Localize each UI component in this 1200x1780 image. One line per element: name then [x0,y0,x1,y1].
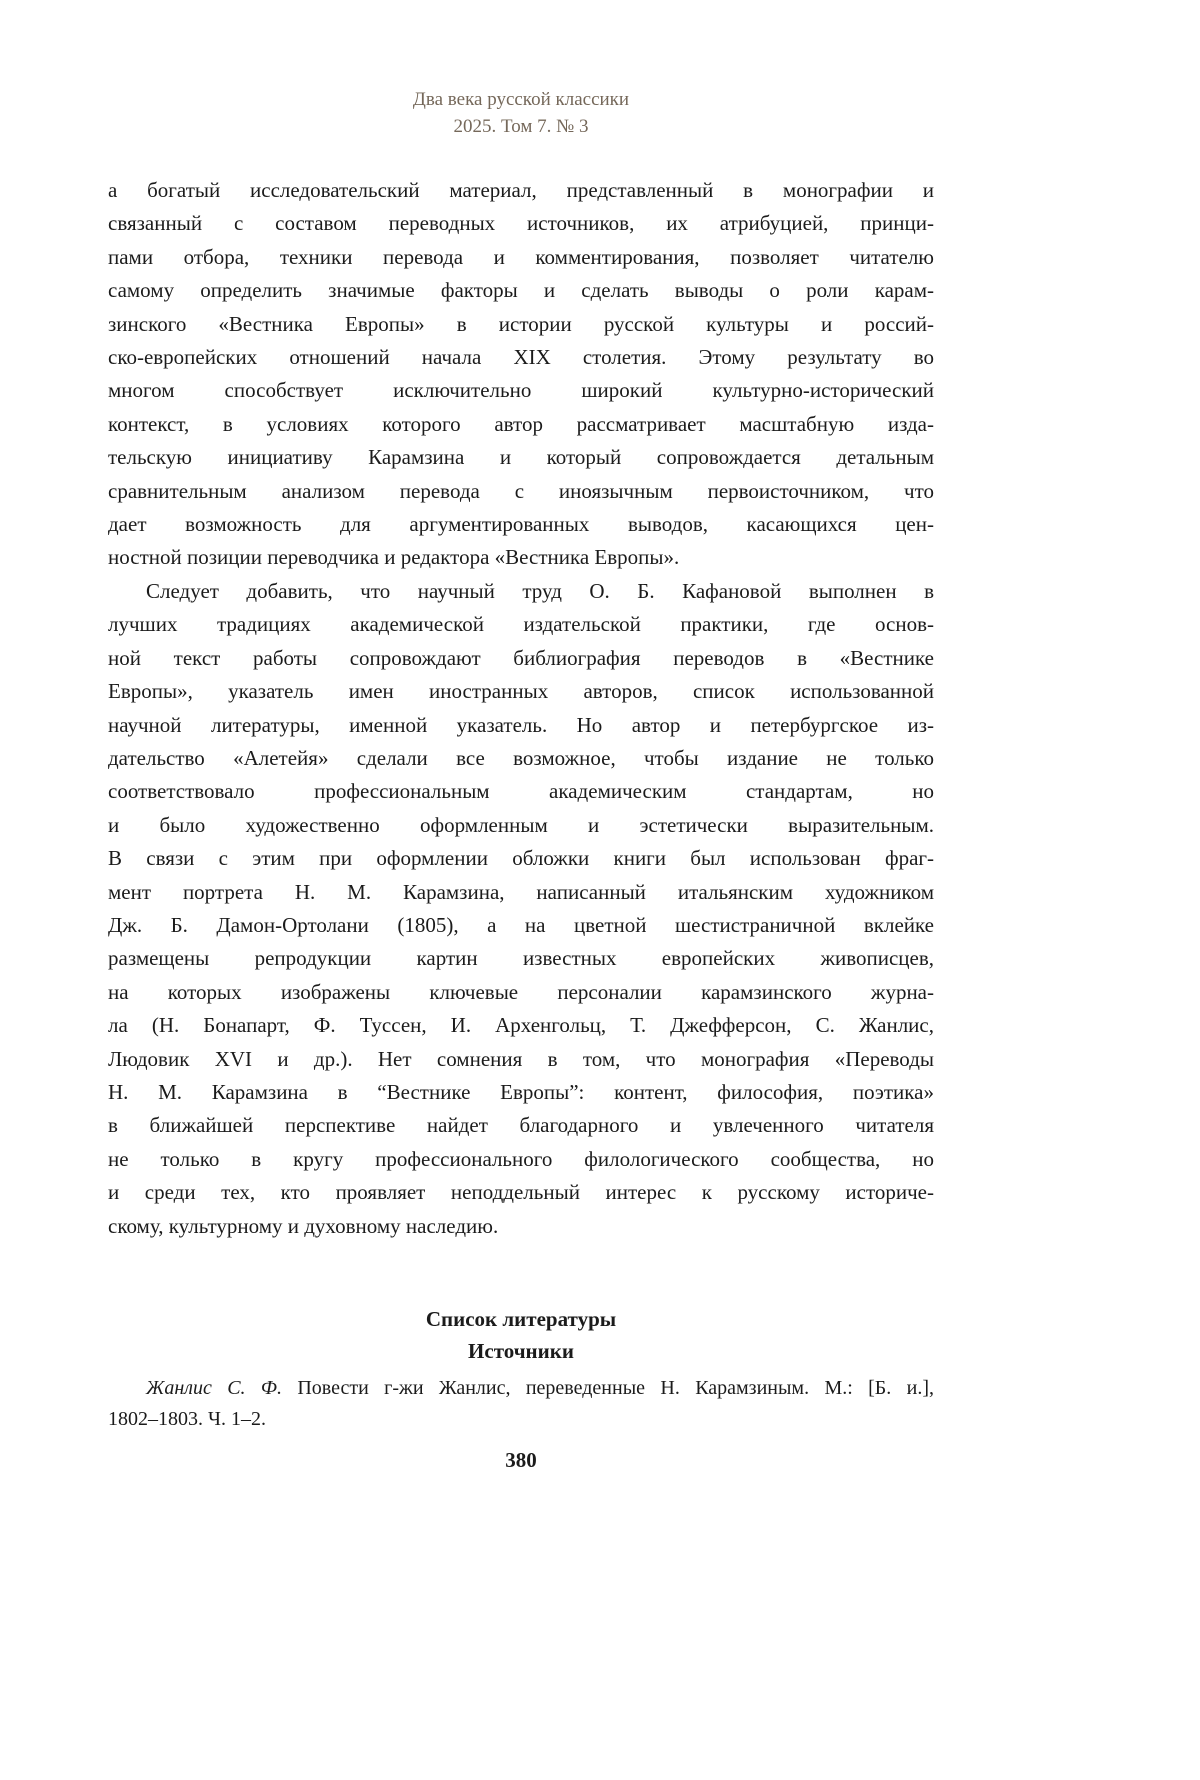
reference-entry [108,1373,934,1435]
reference-title: Повести г-жи Жанлис, переведенные Н. Карамзиным. М.: [Б. и.], [282,1377,935,1399]
journal-title: Два века русской классики [412,89,630,110]
paragraph-2 [108,575,934,1243]
paragraph-1 [108,174,934,575]
page-footer [108,1445,934,1475]
text-line: Дж. Б. Дамон-Ортолани (1805), а на цветной шестистраничной вклейке [108,912,934,937]
text-line: сравнительным анализом перевода с иноязычным первоисточником, что [108,478,934,503]
reference-entry-line-1 [108,1373,934,1404]
text-line: и среди тех, кто проявляет неподдельный интерес к русскому историче- [108,1180,934,1205]
text-line: мент портрета Н. М. Карамзина, написанный итальянским художником [108,879,934,904]
text-line: соответствовало профессиональным академическим стандартам, но [108,779,934,804]
text-line: размещены репродукции картин известных европейских живописцев, [108,946,934,971]
text-line: на которых изображены ключевые персоналии карамзинского журна- [108,979,934,1004]
text-line: зинского «Вестника Европы» в истории русской культуры и россий- [108,311,934,336]
text-line: многом способствует исключительно широкий культурно-исторический [108,378,934,403]
text-line: Н. М. Карамзина в “Вестнике Европы”: контент, философия, поэтика» [108,1079,934,1104]
text-line: Европы», указатель имен иностранных авторов, список использованной [108,679,934,704]
text-line: дает возможность для аргументированных выводов, касающихся цен- [108,512,934,537]
references-heading: Список литературы [425,1307,617,1331]
text-line: Следует добавить, что научный труд О. Б. Кафановой выполнен в [146,578,934,603]
running-header [108,0,934,140]
text-line: Людовик XVI и др.). Нет сомнения в том, что монография «Переводы [108,1046,934,1071]
references-subheading: Источники [468,1339,574,1363]
page-number: 380 [505,1448,537,1472]
references-section [108,1303,934,1435]
text-line: самому определить значимые факторы и сделать выводы о роли карам- [108,278,934,303]
body-text [108,174,934,1243]
text-line: пами отбора, техники перевода и комментирования, позволяет читателю [108,244,934,269]
text-line: а богатый исследовательский материал, представленный в монографии и [108,178,934,202]
text-line: ско-европейских отношений начала XIX столетия. Этому результату во [108,345,934,370]
text-line: дательство «Алетейя» сделали все возможное, чтобы издание не только [108,745,934,770]
text-line: ной текст работы сопровождают библиография переводов в «Вестнике [108,645,934,670]
page-content [108,0,934,1475]
text-line: и было художественно оформленным и эстетически выразительным. [108,812,934,837]
text-line: научной литературы, именной указатель. Но автор и петербургское из- [108,712,934,737]
text-line: не только в кругу профессионального филологического сообщества, но [108,1146,934,1171]
reference-entry-line-2: 1802–1803. Ч. 1–2. [108,1408,266,1430]
text-line: ностной позиции переводчика и редактора «Вестника Европы». [108,545,680,570]
text-line: лучших традициях академической издательской практики, где основ- [108,612,934,637]
text-line: контекст, в условиях которого автор рассматривает масштабную изда- [108,411,934,436]
text-line: скому, культурному и духовному наследию. [108,1213,499,1238]
text-line: В связи с этим при оформлении обложки книги был использован фраг- [108,846,934,871]
text-line: связанный с составом переводных источников, их атрибуцией, принци- [108,211,934,236]
issue-info: 2025. Том 7. № 3 [453,116,589,137]
text-line: тельскую инициативу Карамзина и который сопровождается детальным [108,445,934,470]
text-line: ла (Н. Бонапарт, Ф. Туссен, И. Архенгольц, Т. Джефферсон, С. Жанлис, [108,1013,934,1038]
reference-author: Жанлис С. Ф. [146,1377,282,1399]
text-line: в ближайшей перспективе найдет благодарного и увлеченного читателя [108,1113,934,1138]
